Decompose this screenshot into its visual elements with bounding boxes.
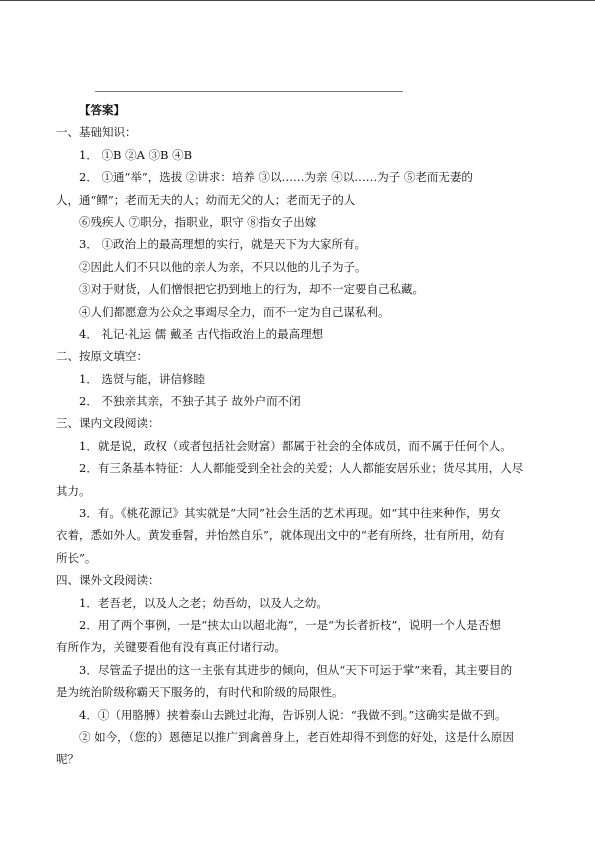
header-rule: [95, 91, 403, 92]
answer-line: ⑥残疾人 ⑦职分，指职业，职守 ⑧指女子出嫁: [79, 214, 317, 229]
answer-line: 1．老吾老，以及人之老；幼吾幼，以及人之幼。: [79, 595, 328, 610]
answer-line: ④人们都愿意为公众之事竭尽全力，而不一定为自己谋私利。: [79, 304, 390, 319]
answer-content: [56, 99, 546, 771]
answer-line: 2． 不独亲其亲，不独子其子 故外户而不闭: [79, 394, 301, 409]
answer-line: 人，通“鳏”；老而无夫的人；幼而无父的人；老而无子的人: [56, 192, 356, 207]
answer-line: 有所作为，关键要看他有没有真正付诸行动。: [56, 640, 286, 655]
answer-line: 呢？: [56, 752, 79, 767]
section-heading: 二、按原文填空：: [56, 349, 148, 364]
answer-line: 1．就是说，政权（或者包括社会财富）都属于社会的全体成员，而不属于任何个人。: [79, 438, 512, 453]
answer-line: 3． ①政治上的最高理想的实行，就是天下为大家所有。: [79, 237, 366, 252]
section-heading: 四、课外文段阅读：: [56, 573, 160, 588]
answer-line: 2． ①通“举”，选拔 ②讲求：培养 ③以……为亲 ④以……为子 ⑤老而无妻的: [79, 170, 473, 185]
answer-line: 其力。: [56, 483, 91, 498]
answer-title: 【答案】: [79, 103, 125, 117]
answer-line: ③对于财货，人们憎恨把它扔到地上的行为，却不一定要自己私藏。: [79, 282, 424, 297]
answer-line: 衣着，悉如外人。黄发垂髫，并怡然自乐”，就体现出文中的“老有所终，壮有所用，幼有: [56, 528, 505, 543]
page-top-border: [0, 0, 595, 1]
answer-line: 2．有三条基本特征：人人都能受到全社会的关爱；人人都能安居乐业；货尽其用，人尽: [79, 461, 524, 476]
answer-line: ② 如今，（您的）恩德足以推广到禽兽身上，老百姓却得不到您的好处，这是什么原因: [79, 729, 514, 744]
answer-line: ②因此人们不只以他的亲人为亲，不只以他的儿子为子。: [79, 259, 367, 274]
answer-line: 是为统治阶级称霸天下服务的，有时代和阶级的局限性。: [56, 685, 344, 700]
answer-line: 2．用了两个事例，一是“挟太山以超北海”，一是“为长者折枝”，说明一个人是否想: [79, 617, 501, 632]
section-heading: 三、课内文段阅读：: [56, 416, 160, 431]
answer-line: 4．①（用胳膊）挟着泰山去跳过北海，告诉别人说：“我做不到。”这确实是做不到。: [79, 707, 507, 722]
answer-line: 4． 礼记·礼运 儒 戴圣 古代指政治上的最高理想: [79, 326, 324, 341]
answer-line: 1． ①B ②A ③B ④B: [79, 147, 193, 162]
answer-line: 所长”。: [56, 550, 97, 565]
answer-line: 1． 选贤与能，讲信修睦: [79, 371, 205, 386]
section-heading: 一、基础知识：: [56, 125, 137, 140]
answer-line: 3．尽管孟子提出的这一主张有其进步的倾向，但从“天下可运于掌”来看，其主要目的: [79, 662, 513, 677]
answer-line: 3．有。《桃花源记》其实就是“大同”社会生活的艺术再现。如“其中往来种作，男女: [79, 506, 501, 521]
